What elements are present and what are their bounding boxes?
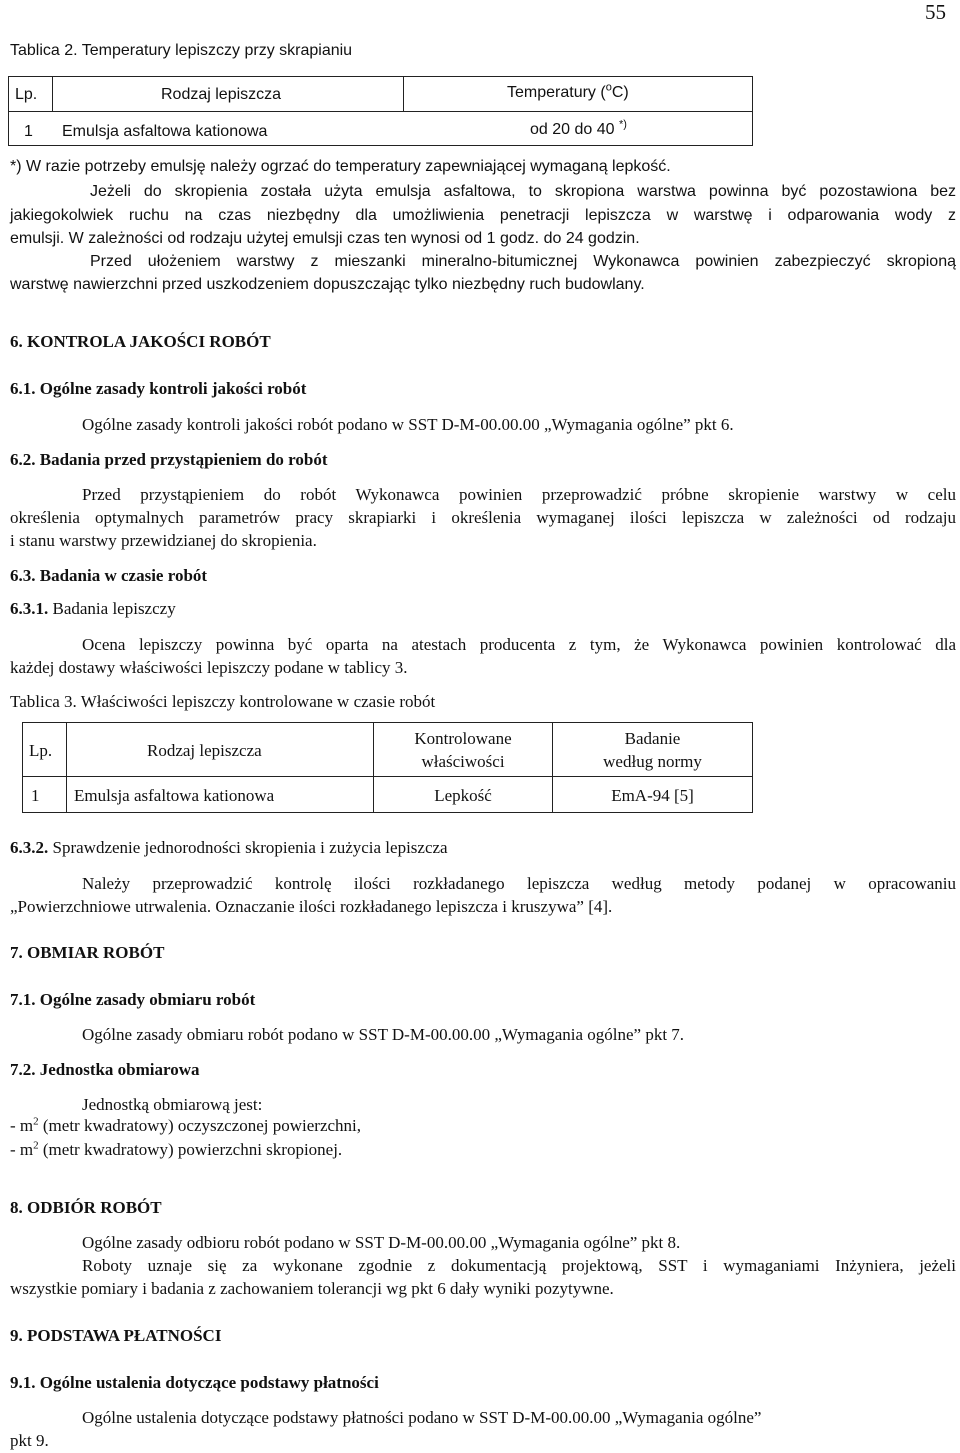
section7-heading: 7. OBMIAR ROBÓT <box>10 943 165 962</box>
section72-heading: 7.2. Jednostka obmiarowa <box>10 1060 200 1079</box>
table2-divider-1 <box>52 76 53 111</box>
table2-header-type: Rodzaj lepiszcza <box>161 86 282 103</box>
table3-header-type: Rodzaj lepiszcza <box>147 741 262 760</box>
section632-heading: 6.3.2. Sprawdzenie jednorodności skropienia i zużycia lepiszcza <box>10 838 448 857</box>
section8-text1: Ogólne zasady odbioru robót podano w SST D-M-00.00.00 „Wymagania ogólne” pkt 8. <box>82 1233 681 1252</box>
section91-line2: pkt 9. <box>10 1431 49 1450</box>
section71-heading: 7.1. Ogólne zasady obmiaru robót <box>10 990 256 1009</box>
table2-divider-2 <box>403 76 404 111</box>
section632-line2: „Powierzchniowe utrwalenia. Oznaczanie ilości rozkładanego lepiszcza i kruszywa” [4]. <box>10 897 613 916</box>
section62-line1: Przed przystąpieniem do robót Wykonawca powinien przeprowadzić próbne skropienie warstwy w celu <box>82 485 956 504</box>
table2-border-right <box>752 76 753 146</box>
table3-cell-test: EmA-94 [5] <box>611 786 694 805</box>
section631-line2: każdej dostawy właściwości lepiszczy podane w tablicy 3. <box>10 658 408 677</box>
section62-heading: 6.2. Badania przed przystąpieniem do robót <box>10 450 328 469</box>
section8-text2-line1: Roboty uznaje się za wykonane zgodnie z dokumentacją projektową, SST i wymaganiami Inżyniera, jeżeli <box>82 1256 956 1275</box>
table3-border-top <box>22 722 753 723</box>
table3-border-mid <box>22 776 753 777</box>
section91-line1: Ogólne ustalenia dotyczące podstawy płatności podano w SST D-M-00.00.00 „Wymagania ogólne” <box>82 1408 762 1427</box>
section61-text: Ogólne zasady kontroli jakości robót podano w SST D-M-00.00.00 „Wymagania ogólne” pkt 6. <box>82 415 734 434</box>
section9-heading: 9. PODSTAWA PŁATNOŚCI <box>10 1326 222 1345</box>
table2-cell-temp: od 20 do 40 *) <box>530 118 627 138</box>
section72-item2: - $m^2$ (metr kwadratowy) powierzchni skropionej. <box>10 1139 343 1159</box>
para1-line2: jakiegokolwiek ruchu na czas niezbędny dla umożliwienia penetracji lepiszcza w warstwę i odparowania wody z <box>10 207 956 224</box>
table2-header-lp: Lp. <box>15 86 38 103</box>
section71-text: Ogólne zasady obmiaru robót podano w SST D-M-00.00.00 „Wymagania ogólne” pkt 7. <box>82 1025 685 1044</box>
section61-heading: 6.1. Ogólne zasady kontroli jakości robót <box>10 379 307 398</box>
section632-line1: Należy przeprowadzić kontrolę ilości rozkładanego lepiszcza według metody podanej w opracowaniu <box>82 874 956 893</box>
table2-border-mid <box>8 111 753 112</box>
table3-cell-type: Emulsja asfaltowa kationowa <box>74 786 275 805</box>
table3-header-test-line1: Badanie <box>624 729 681 748</box>
table3-header-prop-line2: właściwości <box>421 752 505 771</box>
table2-cell-lp: 1 <box>24 123 33 140</box>
para2-line2: warstwę nawierzchni przed uszkodzeniem dopuszczając tylko niezbędny ruch budowlany. <box>10 276 645 293</box>
para1-line1: Jeżeli do skropienia została użyta emulsja asfaltowa, to skropiona warstwa powinna być pozostawiona bez <box>90 183 956 200</box>
table2-border-top <box>8 76 753 77</box>
table3-cell-prop: Lepkość <box>434 786 492 805</box>
section62-line3: i stanu warstwy przewidzianej do skropienia. <box>10 531 317 550</box>
table2-footnote: *) W razie potrzeby emulsję należy ogrzać do temperatury zapewniającej wymaganą lepkość. <box>10 158 671 175</box>
para1-line3: emulsji. W zależności od rodzaju użytej emulsji czas ten wynosi od 1 godz. do 24 godzin. <box>10 230 640 247</box>
para2-line1: Przed ułożeniem warstwy z mieszanki mineralno-bitumicznej Wykonawca powinien zabezpieczyć skropioną <box>90 253 956 270</box>
page-number: 55 <box>925 0 946 24</box>
table3-border-left <box>22 722 23 813</box>
section63-heading: 6.3. Badania w czasie robót <box>10 566 208 585</box>
table2-header-temp: Temperatury ($^o$C) <box>507 81 629 101</box>
table3-border-right <box>752 722 753 813</box>
table3-cell-lp: 1 <box>31 786 40 805</box>
table2-border-left <box>8 76 9 146</box>
section8-text2-line2: wszystkie pomiary i badania z zachowaniem tolerancji wg pkt 6 dały wyniki pozytywne. <box>10 1279 614 1298</box>
section8-heading: 8. ODBIÓR ROBÓT <box>10 1198 162 1217</box>
section6-heading: 6. KONTROLA JAKOŚCI ROBÓT <box>10 332 271 351</box>
table3-header-test-line2: według normy <box>603 752 702 771</box>
table2-caption: Tablica 2. Temperatury lepiszczy przy skrapianiu <box>10 42 353 59</box>
section631-line1: Ocena lepiszczy powinna być oparta na atestach producenta z tym, że Wykonawca powinien kontrolować dla <box>82 635 956 654</box>
table2-border-bottom <box>8 145 753 146</box>
table3-border-bottom <box>22 812 753 813</box>
section91-heading: 9.1. Ogólne ustalenia dotyczące podstawy płatności <box>10 1373 379 1392</box>
section631-heading: 6.3.1. Badania lepiszczy <box>10 599 176 618</box>
section72-intro: Jednostką obmiarową jest: <box>82 1095 263 1114</box>
table3-divider-1 <box>66 722 67 813</box>
section62-line2: określenia optymalnych parametrów pracy skrapiarki i określenia wymaganej ilości lepiszcza w zależności od rodzaju <box>10 508 956 527</box>
table3-header-prop-line1: Kontrolowane <box>414 729 512 748</box>
table3-header-lp: Lp. <box>29 741 53 760</box>
section72-item1: - $m^2$ (metr kwadratowy) oczyszczonej powierzchni, <box>10 1115 362 1135</box>
table3-caption: Tablica 3. Właściwości lepiszczy kontrolowane w czasie robót <box>10 692 436 711</box>
table2-cell-type: Emulsja asfaltowa kationowa <box>62 123 268 140</box>
